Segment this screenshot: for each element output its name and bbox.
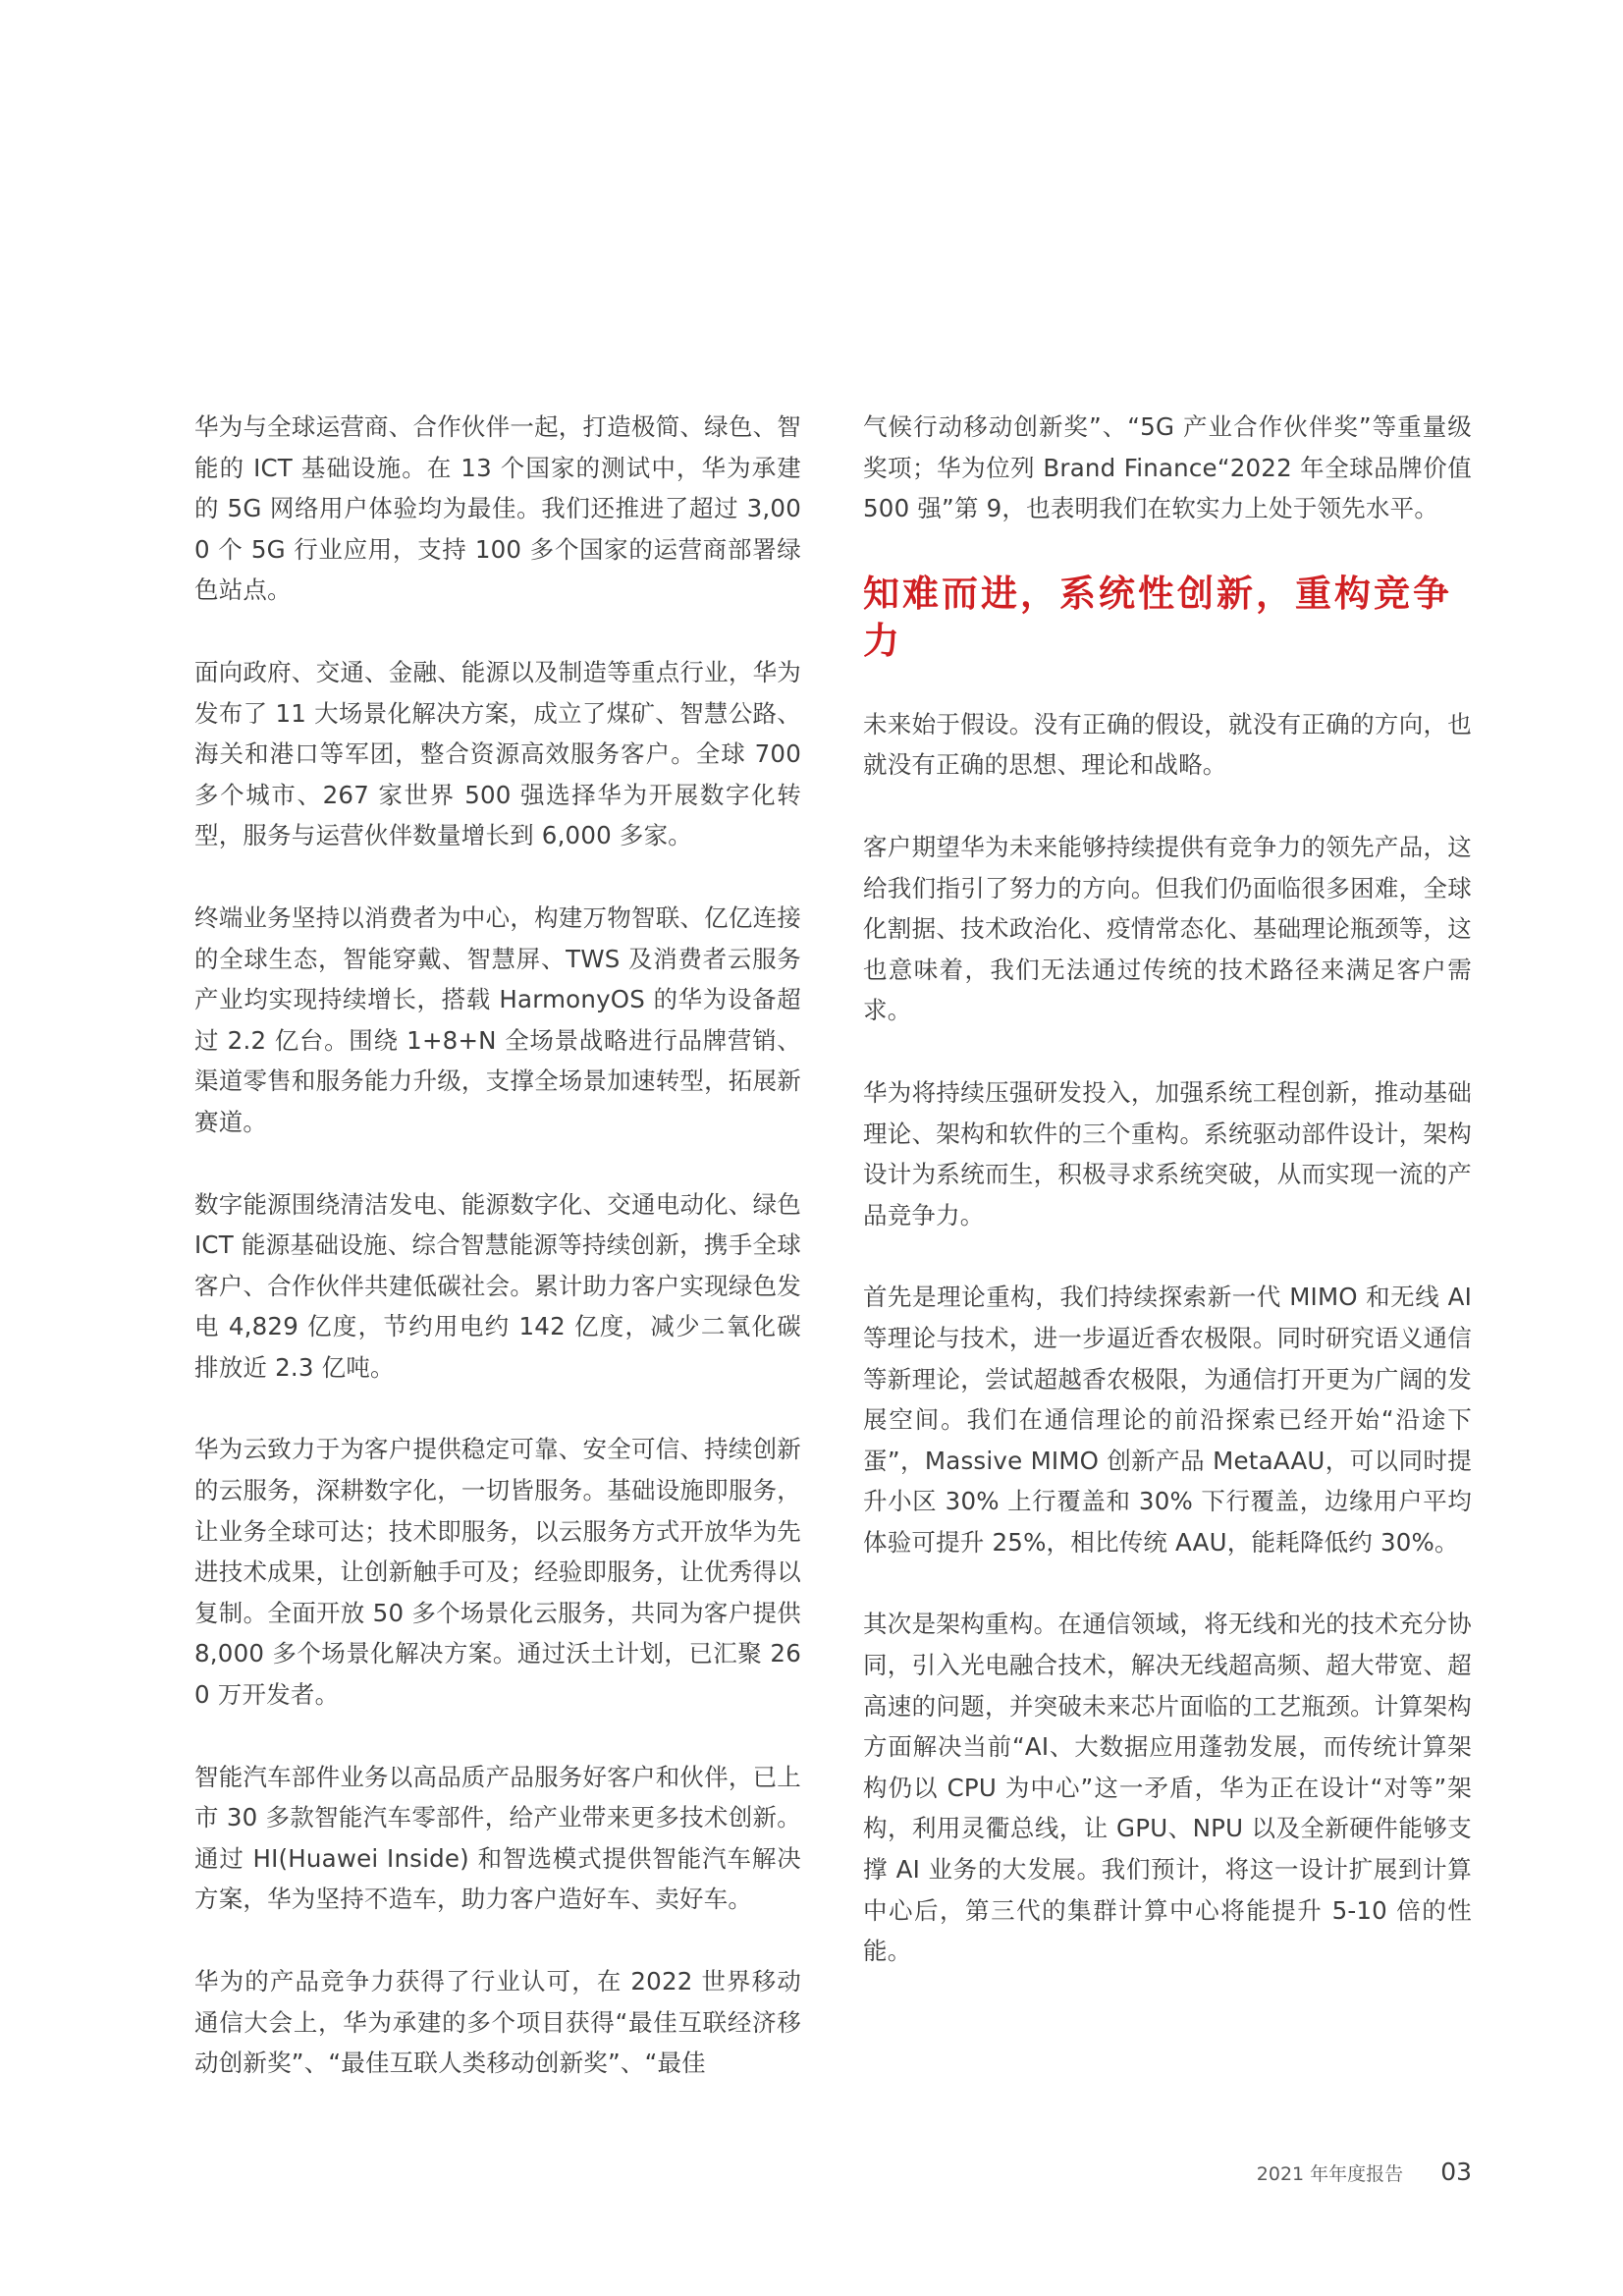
paragraph-awards-continued: 气候行动移动创新奖”、“5G 产业合作伙伴奖”等重量级奖项；华为位列 Brand Finance“2022 年全球品牌价值 500 强”第 9，也表明我们在软实力上处于领先水平。: [863, 412, 1472, 523]
paragraph-architecture-reconstruction: 其次是架构重构。在通信领域，将无线和光的技术充分协同，引入光电融合技术，解决无线超高频、超大带宽、超高速的问题，并突破未来芯片面临的工艺瓶颈。计算架构方面解决当前“AI、大数据应用蓬勃发展，而传统计算架构仍以 CPU 为中心”这一矛盾，华为正在设计“对等”架构，利用灵衢总线，让 GPU、NPU 以及全新硬件能够支撑 AI 业务的大发展。我们预计，将这一设计扩展到计算中心后，第三代的集群计算中心将能提升 5-10 倍的性能。: [863, 1610, 1472, 1966]
paragraph-digital-power: 数字能源围绕清洁发电、能源数字化、交通电动化、绿色 ICT 能源基础设施、综合智慧能源等持续创新，携手全球客户、合作伙伴共建低碳社会。累计助力客户实现绿色发电 4,829 亿度，节约用电约 142 亿度，减少二氧化碳排放近 2.3 亿吨。: [194, 1189, 801, 1382]
paragraph-huawei-cloud: 华为云致力于为客户提供稳定可靠、安全可信、持续创新的云服务，深耕数字化，一切皆服务。基础设施即服务，让业务全球可达；技术即服务，以云服务方式开放华为先进技术成果，让创新触手可及；经验即服务，让优秀得以复制。全面开放 50 多个场景化云服务，共同为客户提供 8,000 多个场景化解决方案。通过沃土计划，已汇聚 260 万开发者。: [194, 1435, 801, 1710]
paragraph-rd-investment: 华为将持续压强研发投入，加强系统工程创新，推动基础理论、架构和软件的三个重构。系统驱动部件设计，架构设计为系统而生，积极寻求系统突破，从而实现一流的产品竞争力。: [863, 1077, 1472, 1230]
section-heading: 知难而进，系统性创新，重构竞争力: [863, 572, 1452, 662]
paragraph-intelligent-automotive: 智能汽车部件业务以高品质产品服务好客户和伙伴，已上市 30 多款智能汽车零部件，给产业带来更多技术创新。通过 HI(Huawei Inside) 和智选模式提供智能汽车解决方案，华为坚持不造车，助力客户造好车、卖好车。: [194, 1762, 801, 1914]
paragraph-enterprise-business: 面向政府、交通、金融、能源以及制造等重点行业，华为发布了 11 大场景化解决方案，成立了煤矿、智慧公路、海关和港口等军团，整合资源高效服务客户。全球 700 多个城市、267 家世界 500 强选择华为开展数字化转型，服务与运营伙伴数量增长到 6,000 多家。: [194, 657, 801, 850]
paragraph-customer-expectation: 客户期望华为未来能够持续提供有竞争力的领先产品，这给我们指引了努力的方向。但我们仍面临很多困难，全球化割据、技术政治化、疫情常态化、基础理论瓶颈等，这也意味着，我们无法通过传统的技术路径来满足客户需求。: [863, 832, 1472, 1025]
left-column: [194, 407, 801, 2125]
report-title-label: 2021 年年度报告: [1256, 2163, 1404, 2185]
paragraph-consumer-business: 终端业务坚持以消费者为中心，构建万物智联、亿亿连接的全球生态，智能穿戴、智慧屏、TWS 及消费者云服务产业均实现持续增长，搭载 HarmonyOS 的华为设备超过 2.2 亿台。围绕 1+8+N 全场景战略进行品牌营销、渠道零售和服务能力升级，支撑全场景加速转型，拓展新赛道。: [194, 902, 801, 1136]
paragraph-theory-reconstruction: 首先是理论重构，我们持续探索新一代 MIMO 和无线 AI 等理论与技术，进一步逼近香农极限。同时研究语义通信等新理论，尝试超越香农极限，为通信打开更为广阔的发展空间。我们在通信理论的前沿探索已经开始“沿途下蛋”，Massive MIMO 创新产品 MetaAAU，可以同时提升小区 30% 上行覆盖和 30% 下行覆盖，边缘用户平均体验可提升 25%，相比传统 AAU，能耗降低约 30%。: [863, 1283, 1472, 1557]
right-column: [863, 407, 1472, 2013]
paragraph-industry-recognition: 华为的产品竞争力获得了行业认可，在 2022 世界移动通信大会上，华为承建的多个项目获得“最佳互联经济移动创新奖”、“最佳互联人类移动创新奖”、“最佳: [194, 1967, 801, 2078]
page-number: 03: [1440, 2158, 1472, 2186]
paragraph-carrier-business: 华为与全球运营商、合作伙伴一起，打造极简、绿色、智能的 ICT 基础设施。在 13 个国家的测试中，华为承建的 5G 网络用户体验均为最佳。我们还推进了超过 3,000 个 5G 行业应用，支持 100 多个国家的运营商部署绿色站点。: [194, 412, 801, 605]
page-footer: [1257, 2158, 1472, 2186]
paragraph-hypothesis: 未来始于假设。没有正确的假设，就没有正确的方向，也就没有正确的思想、理论和战略。: [863, 709, 1472, 780]
